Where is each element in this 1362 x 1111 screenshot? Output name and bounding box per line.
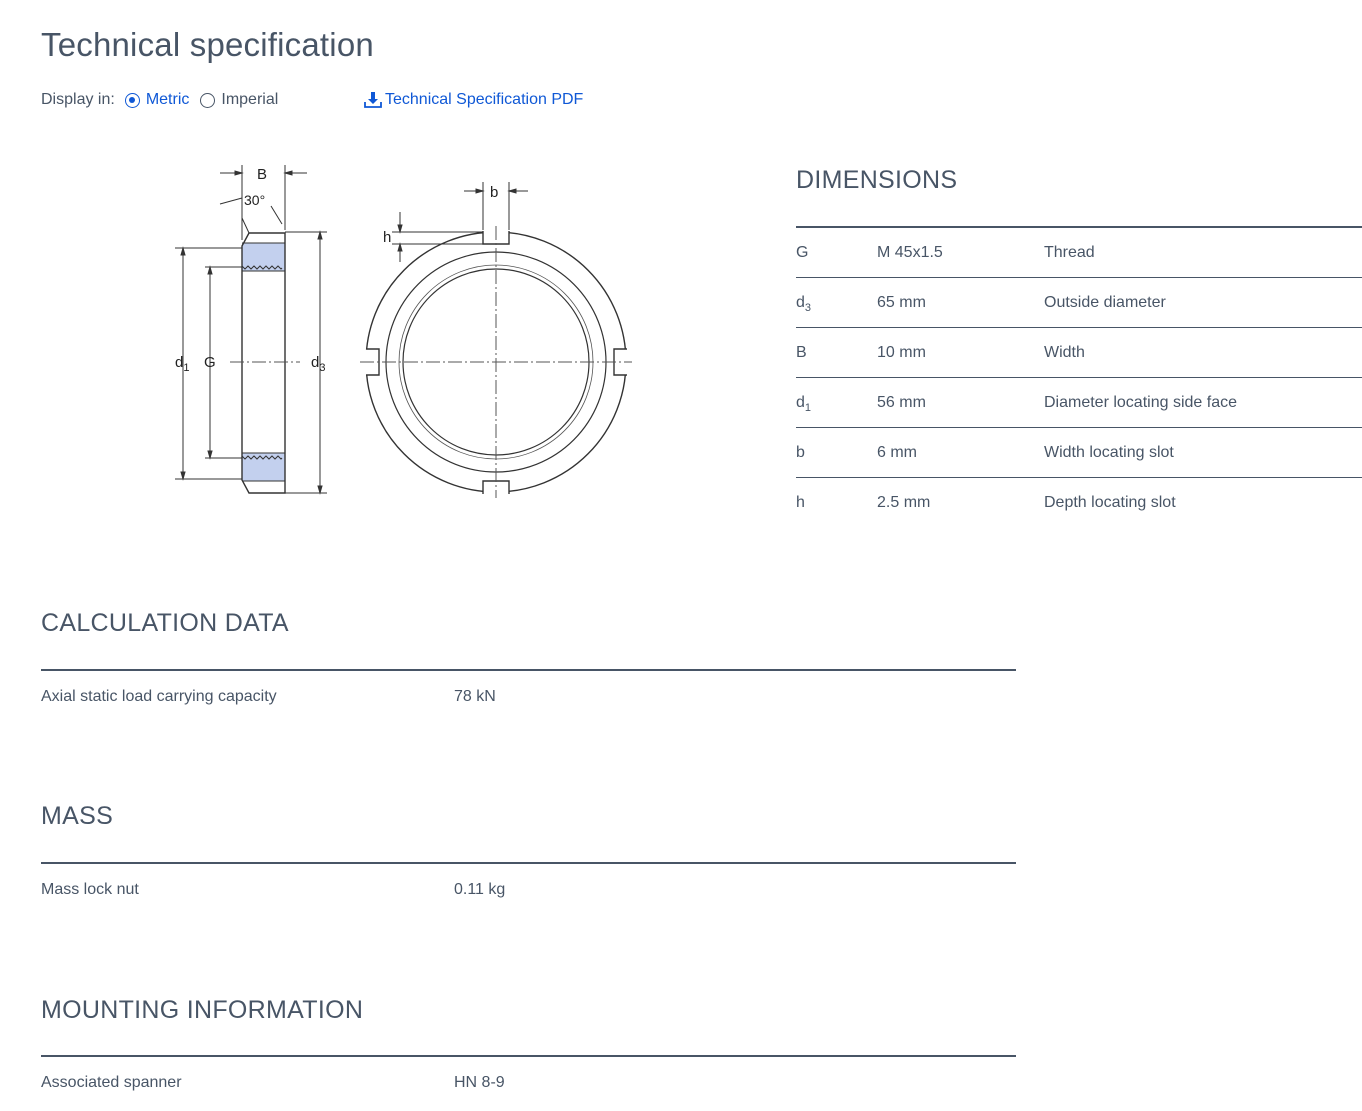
dimension-symbol: [796, 394, 877, 412]
label-b: b: [490, 184, 499, 201]
technical-specification-pdf-link[interactable]: [364, 89, 583, 111]
label-d3-main: d: [311, 354, 320, 371]
pdf-link-label[interactable]: Technical Specification PDF: [385, 91, 584, 108]
label-G: G: [204, 354, 216, 371]
table-row: [796, 328, 1362, 378]
label-d1-sub: 1: [183, 362, 190, 374]
symbol-main: G: [796, 243, 809, 261]
mounting-divider: [41, 1055, 1016, 1057]
label-angle: 30°: [244, 192, 266, 208]
label-d3: [311, 354, 325, 374]
mounting-value: HN 8-9: [454, 1074, 505, 1091]
label-d1-main: d: [175, 354, 184, 371]
calculation-data-title: CALCULATION DATA: [41, 609, 289, 637]
side-view: [175, 165, 327, 493]
label-d3-sub: 3: [319, 362, 326, 374]
mass-title: MASS: [41, 802, 114, 830]
download-icon[interactable]: [364, 91, 382, 109]
dimension-symbol: [796, 244, 877, 262]
dimension-value: 6 mm: [877, 443, 917, 461]
front-view: [360, 182, 632, 498]
symbol-main: b: [796, 443, 805, 461]
radio-unchecked-icon[interactable]: [200, 93, 215, 108]
symbol-main: B: [796, 343, 807, 361]
metric-label[interactable]: Metric: [145, 91, 190, 108]
table-row: [796, 478, 1362, 527]
label-h: h: [383, 229, 392, 246]
label-B: B: [257, 166, 268, 183]
page-title: Technical specification: [41, 26, 374, 63]
dimension-value: 2.5 mm: [877, 493, 931, 511]
dimension-symbol: [796, 344, 877, 362]
dimension-symbol: [796, 494, 877, 512]
label-d1: [175, 354, 189, 374]
dimension-value: 10 mm: [877, 343, 926, 361]
dimension-value: 56 mm: [877, 393, 926, 411]
dimension-description: Width locating slot: [1044, 443, 1174, 461]
imperial-radio[interactable]: [200, 91, 278, 109]
mass-label: Mass lock nut: [41, 881, 139, 898]
dimension-description: Width: [1044, 343, 1085, 361]
display-label: Display in:: [41, 91, 115, 108]
metric-radio[interactable]: [125, 91, 190, 109]
mounting-information-title: MOUNTING INFORMATION: [41, 996, 364, 1024]
dimension-value: M 45x1.5: [877, 243, 943, 261]
mass-divider: [41, 862, 1016, 864]
mounting-row: [41, 1074, 1016, 1092]
dimension-description: Diameter locating side face: [1044, 393, 1237, 411]
calculation-label: Axial static load carrying capacity: [41, 688, 277, 705]
dimension-description: Thread: [1044, 243, 1095, 261]
symbol-sub: 3: [804, 301, 812, 314]
mass-value: 0.11 kg: [454, 881, 506, 898]
lock-nut-drawing: [160, 160, 640, 505]
table-row: [796, 428, 1362, 478]
radio-checked-icon[interactable]: [125, 93, 140, 108]
mounting-label: Associated spanner: [41, 1074, 182, 1091]
symbol-main: d: [796, 393, 805, 411]
dimension-description: Outside diameter: [1044, 293, 1166, 311]
symbol-main: d: [796, 293, 805, 311]
symbol-main: h: [796, 493, 805, 511]
imperial-label[interactable]: Imperial: [221, 91, 279, 108]
dimension-symbol: [796, 444, 877, 462]
calculation-row: [41, 688, 1016, 706]
calculation-divider: [41, 669, 1016, 671]
dimensions-table: [796, 226, 1362, 527]
dimension-symbol: [796, 294, 877, 312]
table-row: [796, 278, 1362, 328]
mass-row: [41, 881, 1016, 899]
calculation-value: 78 kN: [454, 688, 496, 705]
dimensions-title: DIMENSIONS: [796, 166, 958, 194]
table-row: [796, 378, 1362, 428]
dimension-description: Depth locating slot: [1044, 493, 1176, 511]
table-row: [796, 228, 1362, 278]
symbol-sub: 1: [804, 401, 812, 414]
dimension-value: 65 mm: [877, 293, 926, 311]
display-unit-selector: [41, 89, 289, 111]
